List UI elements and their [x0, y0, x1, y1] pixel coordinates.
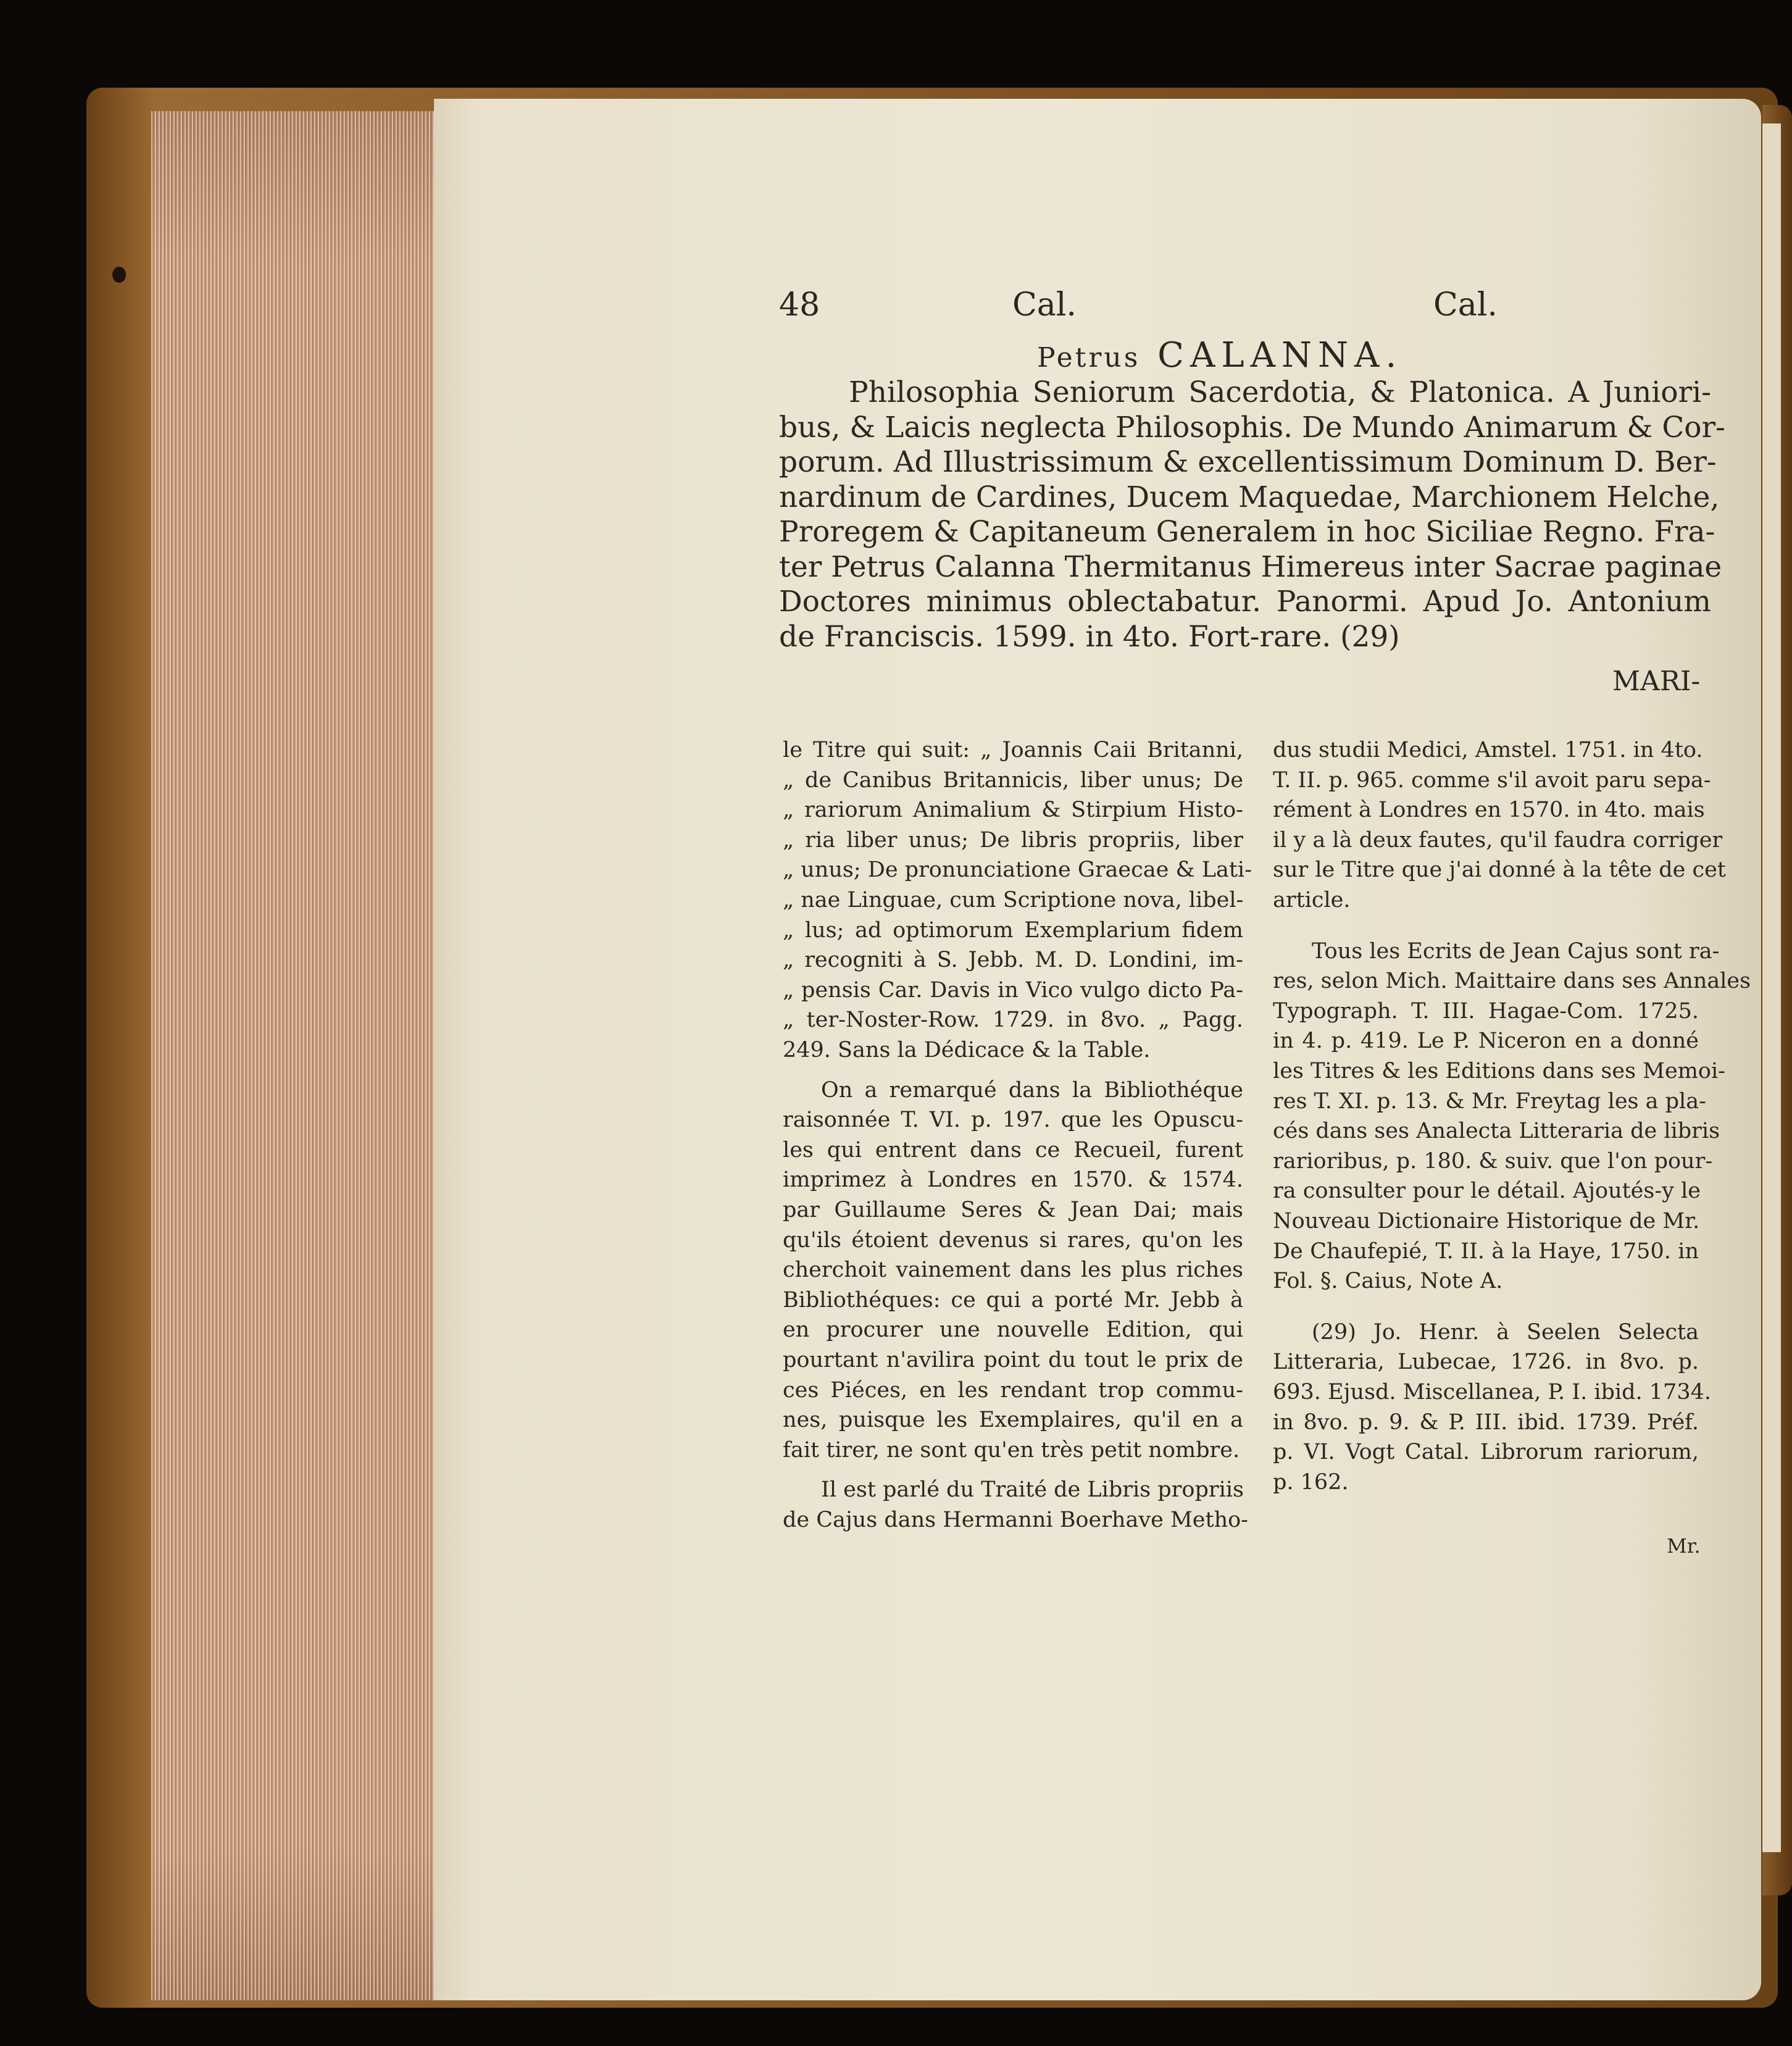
right-column-line: Nouveau Dictionaire Historique de Mr.	[1273, 1209, 1700, 1234]
main-text-line: Doctores minimus oblectabatur. Panormi. Apud Jo. Antonium	[779, 585, 1711, 619]
main-text-line: Proregem & Capitaneum Generalem in hoc Siciliae Regno. Fra-	[779, 515, 1715, 549]
binding-nail	[112, 267, 126, 283]
entry-title-first-name: Petrus	[1037, 342, 1141, 374]
left-column-line: raisonnée T. VI. p. 197. que les Opuscu-	[783, 1108, 1243, 1133]
left-column-line: fait tirer, ne sont qu'en très petit nombre.	[783, 1437, 1240, 1463]
right-column-line: p. VI. Vogt Catal. Librorum rariorum,	[1273, 1440, 1699, 1465]
left-column-line: nes, puisque les Exemplaires, qu'il en a	[783, 1408, 1243, 1433]
running-header-right: Cal.	[1433, 286, 1498, 324]
main-text-line: porum. Ad Illustrissimum & excellentissimum Dominum D. Ber-	[779, 445, 1717, 479]
right-column-line: dus studii Medici, Amstel. 1751. in 4to.	[1273, 738, 1703, 762]
right-column-line: Fol. §. Caius, Note A.	[1273, 1269, 1503, 1294]
left-column-line: „ nae Linguae, cum Scriptione nova, libel-	[783, 888, 1244, 912]
left-column-line: pourtant n'avilira point du tout le prix de	[783, 1348, 1243, 1372]
main-text-line: Philosophia Seniorum Sacerdotia, & Platonica. A Juniori-	[849, 375, 1711, 409]
main-text-line: de Franciscis. 1599. in 4to. Fort-rare. (29)	[779, 619, 1400, 654]
right-column-line: il y a là deux fautes, qu'il faudra corriger	[1273, 827, 1723, 853]
left-column-line: ces Piéces, en les rendant trop commu-	[783, 1377, 1243, 1403]
right-column-line: sur le Titre que j'ai donné à la tête de cet	[1273, 858, 1726, 883]
left-column-line: cherchoit vainement dans les plus riches	[783, 1258, 1243, 1283]
right-column-line: res, selon Mich. Maittaire dans ses Annales	[1273, 969, 1751, 994]
right-column-line: in 8vo. p. 9. & P. III. ibid. 1739. Préf.	[1273, 1409, 1699, 1435]
right-column-line: article.	[1273, 888, 1351, 912]
main-text-line: nardinum de Cardines, Ducem Maquedae, Marchionem Helche,	[779, 480, 1720, 514]
page-stack-edge	[151, 111, 434, 2000]
right-column-line: cés dans ses Analecta Litteraria de libris	[1273, 1119, 1720, 1144]
left-column-line: „ ter-Noster-Row. 1729. in 8vo. „ Pagg.	[783, 1008, 1243, 1033]
left-column-line: 249. Sans la Dédicace & la Table.	[783, 1038, 1151, 1063]
right-column-line: De Chaufepié, T. II. à la Haye, 1750. in	[1273, 1238, 1699, 1264]
right-column-line: rément à Londres en 1570. in 4to. mais	[1273, 798, 1705, 823]
right-column-line: Litteraria, Lubecae, 1726. in 8vo. p.	[1273, 1350, 1699, 1375]
main-text-line: bus, & Laicis neglecta Philosophis. De Mundo Animarum & Cor-	[779, 410, 1725, 445]
right-column-line: p. 162.	[1273, 1469, 1349, 1495]
right-column-line: res T. XI. p. 13. & Mr. Freytag les a pla-	[1273, 1088, 1706, 1114]
catchword-top: MARI-	[1612, 666, 1701, 697]
entry-title-surname: CALANNA.	[1157, 335, 1403, 375]
right-column-line: les Titres & les Editions dans ses Memoi-	[1273, 1059, 1726, 1084]
right-column-line: in 4. p. 419. Le P. Niceron en a donné	[1273, 1029, 1699, 1054]
main-text-line: ter Petrus Calanna Thermitanus Himereus inter Sacrae paginae	[779, 549, 1722, 584]
right-column-line: 693. Ejusd. Miscellanea, P. I. ibid. 1734.	[1273, 1380, 1711, 1405]
running-header-left: Cal.	[1012, 286, 1077, 324]
left-column-line: Bibliothéques: ce qui a porté Mr. Jebb à	[783, 1287, 1243, 1313]
right-column-line: Typograph. T. III. Hagae-Com. 1725.	[1273, 998, 1699, 1024]
left-column-line: „ lus; ad optimorum Exemplarium fidem	[783, 917, 1243, 943]
right-column-line: (29) Jo. Henr. à Seelen Selecta	[1312, 1319, 1699, 1345]
left-column-line: qu'ils étoient devenus si rares, qu'on les	[783, 1227, 1243, 1253]
left-column-line: „ recogniti à S. Jebb. M. D. Londini, im-	[783, 948, 1243, 973]
left-column-line: imprimez à Londres en 1570. & 1574.	[783, 1167, 1243, 1193]
left-column-line: „ ria liber unus; De libris propriis, liber	[783, 827, 1243, 853]
right-column-line: ra consulter pour le détail. Ajoutés-y le	[1273, 1179, 1701, 1204]
left-column-line: en procurer une nouvelle Edition, qui	[783, 1317, 1243, 1343]
left-column-line: „ de Canibus Britannicis, liber unus; De	[783, 767, 1243, 793]
facing-page-edge	[1762, 123, 1781, 1852]
left-column-line: par Guillaume Seres & Jean Dai; mais	[783, 1198, 1243, 1222]
entry-title	[1037, 335, 1403, 375]
left-column-line: „ rariorum Animalium & Stirpium Histo-	[783, 798, 1243, 823]
right-column-line: Tous les Ecrits de Jean Cajus sont ra-	[1312, 938, 1720, 964]
right-column-line: rarioribus, p. 180. & suiv. que l'on pour-	[1273, 1148, 1713, 1174]
catchword-bottom: Mr.	[1667, 1534, 1701, 1558]
page-number: 48	[779, 286, 820, 324]
left-column-line: „ pensis Car. Davis in Vico vulgo dicto Pa-	[783, 977, 1243, 1003]
left-column-line: „ unus; De pronunciatione Graecae & Lati-	[783, 858, 1252, 883]
left-column-line: les qui entrent dans ce Recueil, furent	[783, 1137, 1243, 1163]
left-column-line: Il est parlé du Traité de Libris propriis	[821, 1477, 1244, 1503]
left-column-line: On a remarqué dans la Bibliothéque	[821, 1077, 1243, 1103]
right-column-line: T. II. p. 965. comme s'il avoit paru sepa-	[1273, 767, 1711, 793]
left-column-line: le Titre qui suit: „ Joannis Caii Britanni,	[783, 738, 1243, 762]
left-column-line: de Cajus dans Hermanni Boerhave Metho-	[783, 1508, 1249, 1532]
